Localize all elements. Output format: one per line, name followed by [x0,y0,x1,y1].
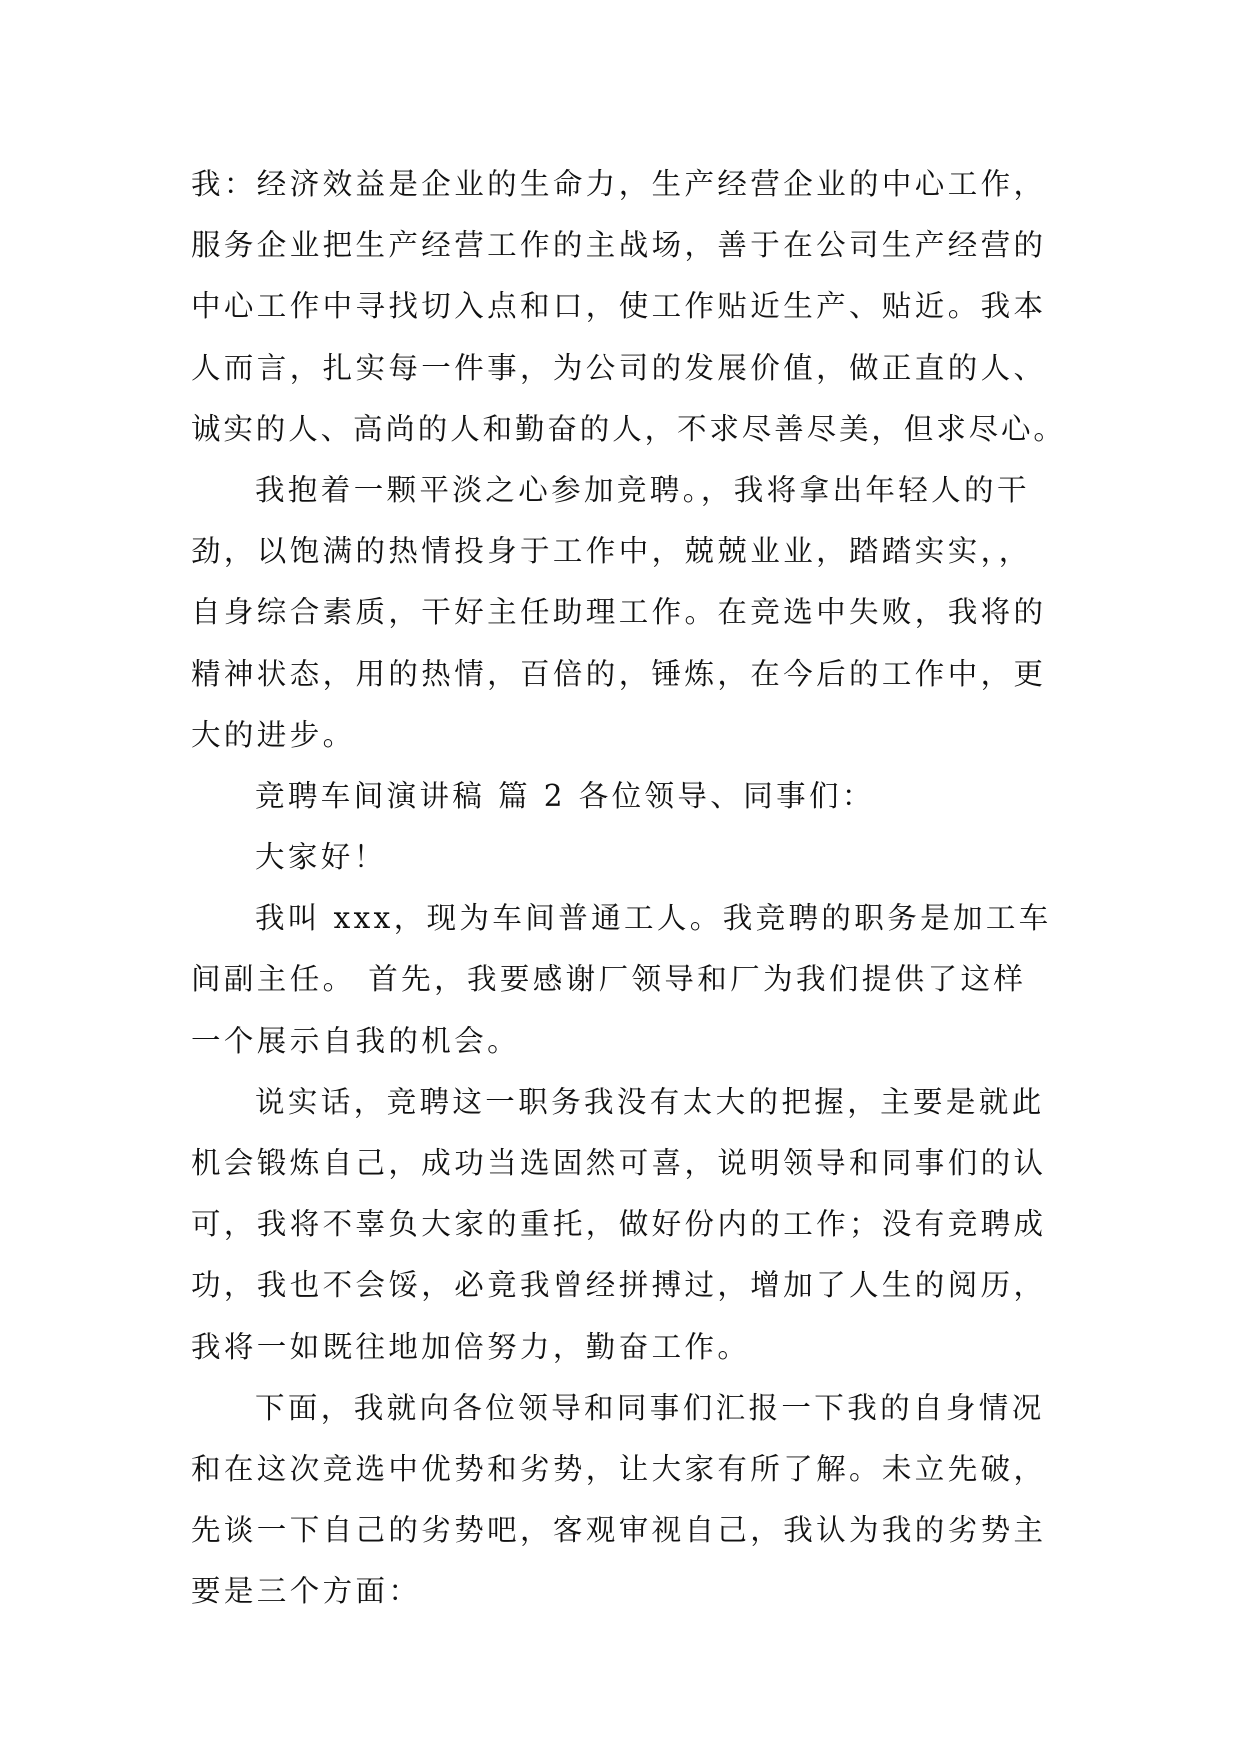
text-line: 精神状态，用的热情，百倍的，锤炼，在今后的工作中，更 [191,656,1047,691]
text-line: 大家好！ [255,840,387,875]
text-line: 说实话，竞聘这一职务我没有太大的把握，主要是就此 [255,1084,1045,1119]
text-line: 我叫 xxx，现为车间普通工人。我竞聘的职务是加工车 [255,901,1052,936]
text-line: 自身综合素质，干好主任助理工作。在竞选中失败，我将的 [191,595,1047,630]
text-line: 下面，我就向各位领导和同事们汇报一下我的自身情况 [255,1390,1045,1425]
text-line: 一个展示自我的机会。 [191,1023,521,1058]
text-line: 可，我将不辜负大家的重托，做好份内的工作；没有竞聘成 [191,1207,1047,1242]
text-line: 大的进步。 [191,717,356,752]
text-line: 先谈一下自己的劣势吧，客观审视自己，我认为我的劣势主 [191,1513,1047,1548]
text-line: 我抱着一颗平淡之心参加竞聘。，我将拿出年轻人的干 [255,472,1030,507]
text-line: 间副主任。 首先，我要感谢厂领导和厂为我们提供了这样 [191,962,1027,997]
text-line: 诚实的人、高尚的人和勤奋的人，不求尽善尽美，但求尽心。 [191,411,1066,446]
text-line: 和在这次竞选中优势和劣势，让大家有所了解。未立先破， [191,1451,1047,1486]
text-line: 我：经济效益是企业的生命力，生产经营企业的中心工作， [191,167,1047,201]
text-line: 功，我也不会馁，必竟我曾经拼搏过，增加了人生的阅历， [191,1268,1047,1303]
text-line: 要是三个方面： [191,1574,422,1609]
text-line: 中心工作中寻找切入点和口，使工作贴近生产、贴近。我本 [191,289,1047,324]
document-body [191,154,1071,1623]
text-line: 机会锻炼自己，成功当选固然可喜，说明领导和同事们的认 [191,1146,1047,1180]
text-line: 服务企业把生产经营工作的主战场，善于在公司生产经营的 [191,228,1047,263]
text-line: 竞聘车间演讲稿 篇 2 各位领导、同事们： [255,778,875,813]
text-line: 人而言，扎实每一件事，为公司的发展价值，做正直的人、 [191,350,1047,385]
text-line: 劲，以饱满的热情投身于工作中，兢兢业业，踏踏实实，， [191,534,1032,569]
text-line: 我将一如既往地加倍努力，勤奋工作。 [191,1329,751,1364]
